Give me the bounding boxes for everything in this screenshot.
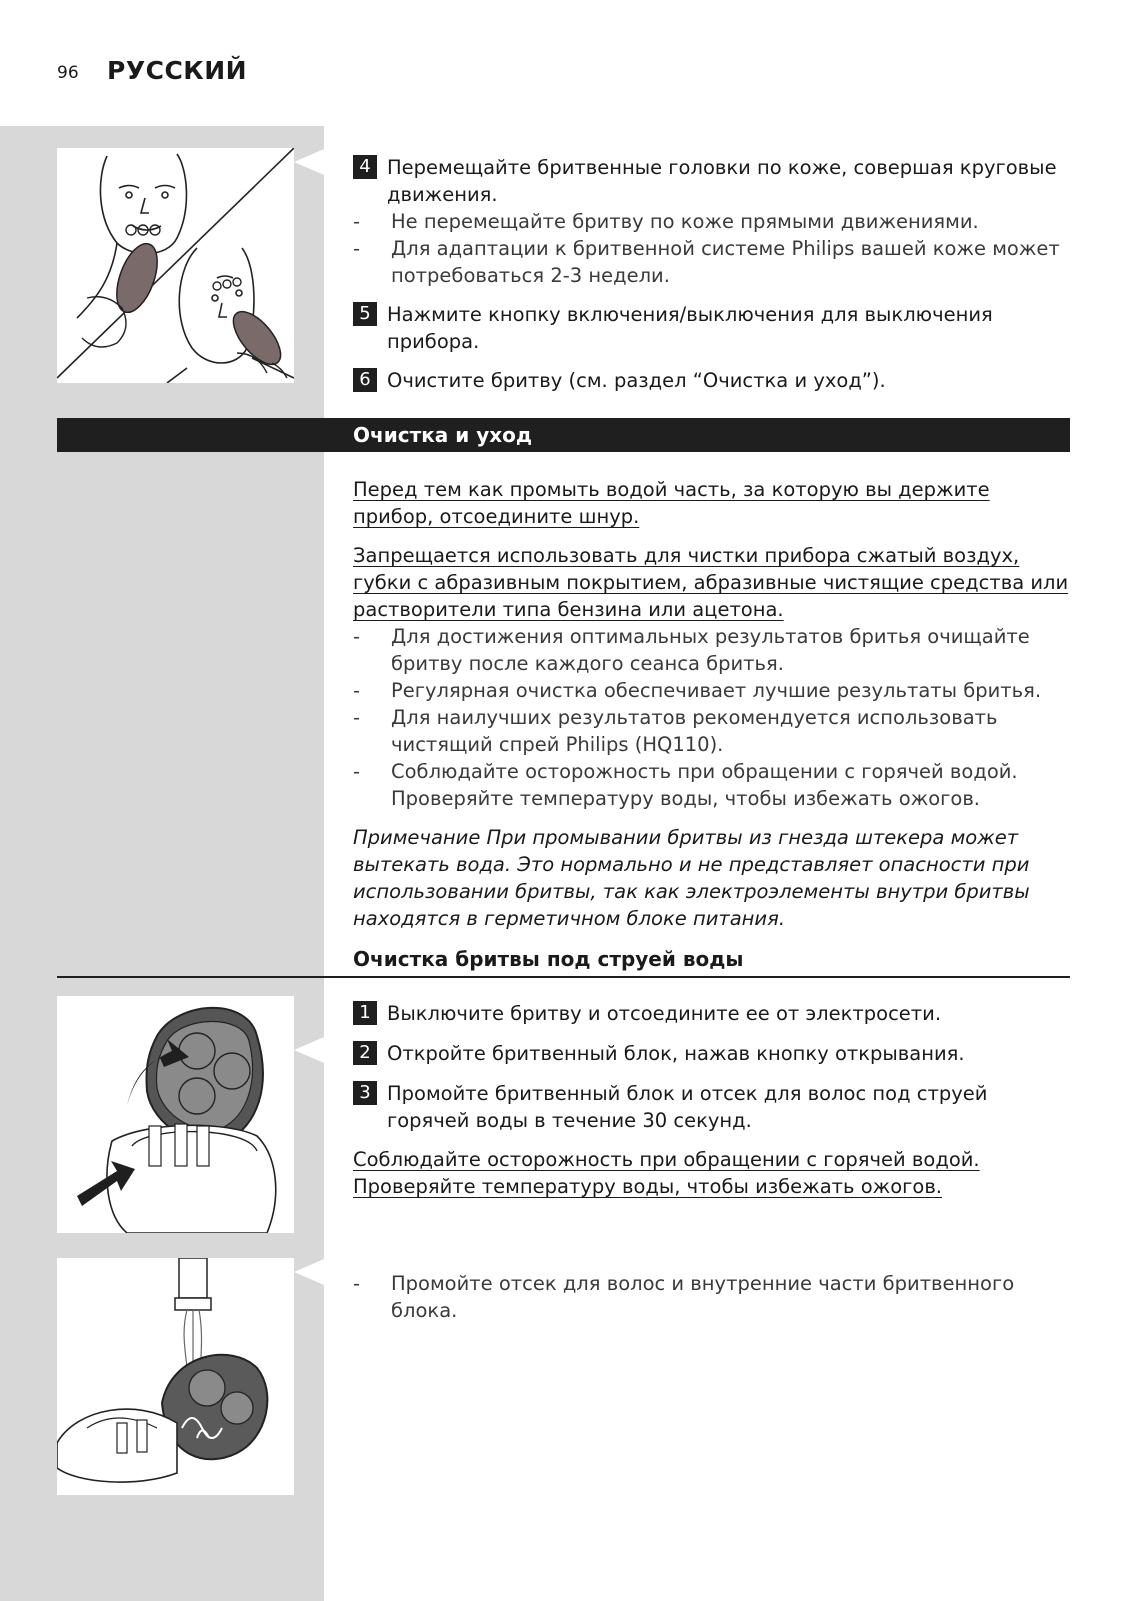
step-number: 2 xyxy=(353,1041,377,1065)
tip-text: Соблюдайте осторожность при обращении с горячей водой. Проверяйте температуру воды, чтобы избежать ожогов. xyxy=(391,760,1018,810)
section-header-bar xyxy=(57,418,1070,452)
tip-item: - Для наилучших результатов рекомендуется использовать чистящий спрей Philips (HQ110). xyxy=(353,704,1073,758)
step-item xyxy=(353,154,1073,208)
step-number: 4 xyxy=(353,155,377,179)
note-text: Примечание При промывании бритвы из гнезда штекера может вытекать вода. Это нормально и не представляет опасности при использовании бритвы, так как электроэлементы внутри бритвы находятся в герметичном блоке питания. xyxy=(353,826,1030,930)
step-text: Очистите бритву (см. раздел “Очистка и уход”). xyxy=(387,369,886,392)
step-text: Откройте бритвенный блок, нажав кнопку открывания. xyxy=(387,1042,965,1065)
step-number: 5 xyxy=(353,302,377,326)
open-shaver-illustration xyxy=(57,996,294,1233)
tip-text: Для достижения оптимальных результатов бритья очищайте бритву после каждого сеанса бритья. xyxy=(391,625,1030,675)
tip-text: Для адаптации к бритвенной системе Philips вашей коже может потребоваться 2-3 недели. xyxy=(391,237,1060,287)
step-text: Нажмите кнопку включения/выключения для выключения прибора. xyxy=(387,303,993,353)
tip-text: Не перемещайте бритву по коже прямыми движениями. xyxy=(391,210,979,233)
warning-text: Перед тем как промыть водой часть, за которую вы держите прибор, отсоедините шнур. xyxy=(353,478,990,528)
tip-item: - Промойте отсек для волос и внутренние части бритвенного блока. xyxy=(353,1270,1073,1324)
section-title: Очистка и уход xyxy=(353,423,533,447)
step-item xyxy=(353,1080,1073,1134)
illustration-pointer xyxy=(294,1259,324,1285)
rinse-illustration xyxy=(57,1258,294,1495)
cleaning-content xyxy=(353,476,1073,932)
tip-item: - Для адаптации к бритвенной системе Philips вашей коже может потребоваться 2-3 недели. xyxy=(353,235,1073,289)
step-text: Промойте бритвенный блок и отсек для волос под струей горячей воды в течение 30 секунд. xyxy=(387,1082,988,1132)
step-item xyxy=(353,1040,1073,1067)
shaving-illustration xyxy=(57,148,294,383)
warning-text: Запрещается использовать для чистки прибора сжатый воздух, губки с абразивным покрытием, абразивные чистящие средства или растворители типа бензина или ацетона. xyxy=(353,544,1069,621)
hot-water-warning: Соблюдайте осторожность при обращении с горячей водой. Проверяйте температуру воды, чтобы избежать ожогов. xyxy=(353,1148,980,1198)
subsection-rule xyxy=(57,976,1070,978)
tip-item: - Для достижения оптимальных результатов бритья очищайте бритву после каждого сеанса бритья. xyxy=(353,623,1073,677)
tip-item: - Не перемещайте бритву по коже прямыми движениями. xyxy=(353,210,979,233)
step-text: Выключите бритву и отсоедините ее от электросети. xyxy=(387,1002,942,1025)
final-tip xyxy=(353,1270,1073,1324)
shaving-faces-image xyxy=(57,148,294,383)
tip-item: - Регулярная очистка обеспечивает лучшие результаты бритья. xyxy=(353,679,1042,702)
step-text: Перемещайте бритвенные головки по коже, совершая круговые движения. xyxy=(387,156,1057,206)
open-shaver-image xyxy=(57,996,294,1233)
step-number: 1 xyxy=(353,1001,377,1025)
illustration-pointer xyxy=(294,149,324,175)
language-heading: РУССКИЙ xyxy=(107,56,248,85)
tip-text: Промойте отсек для волос и внутренние части бритвенного блока. xyxy=(391,1272,1015,1322)
shaving-steps xyxy=(353,154,1073,394)
step-item xyxy=(353,1000,1073,1027)
step-number: 3 xyxy=(353,1081,377,1105)
subsection-title: Очистка бритвы под струей воды xyxy=(353,947,744,971)
step-item xyxy=(353,367,1073,394)
tip-item: - Соблюдайте осторожность при обращении с горячей водой. Проверяйте температуру воды, чтобы избежать ожогов. xyxy=(353,758,1073,812)
rinse-steps xyxy=(353,1000,1073,1200)
tip-text: Для наилучших результатов рекомендуется использовать чистящий спрей Philips (HQ110). xyxy=(391,706,998,756)
rinse-shaver-image xyxy=(57,1258,294,1495)
page-number: 96 xyxy=(57,63,79,83)
step-item xyxy=(353,301,1073,355)
step-number: 6 xyxy=(353,368,377,392)
tip-text: Регулярная очистка обеспечивает лучшие результаты бритья. xyxy=(391,679,1042,702)
illustration-pointer xyxy=(294,1037,324,1063)
